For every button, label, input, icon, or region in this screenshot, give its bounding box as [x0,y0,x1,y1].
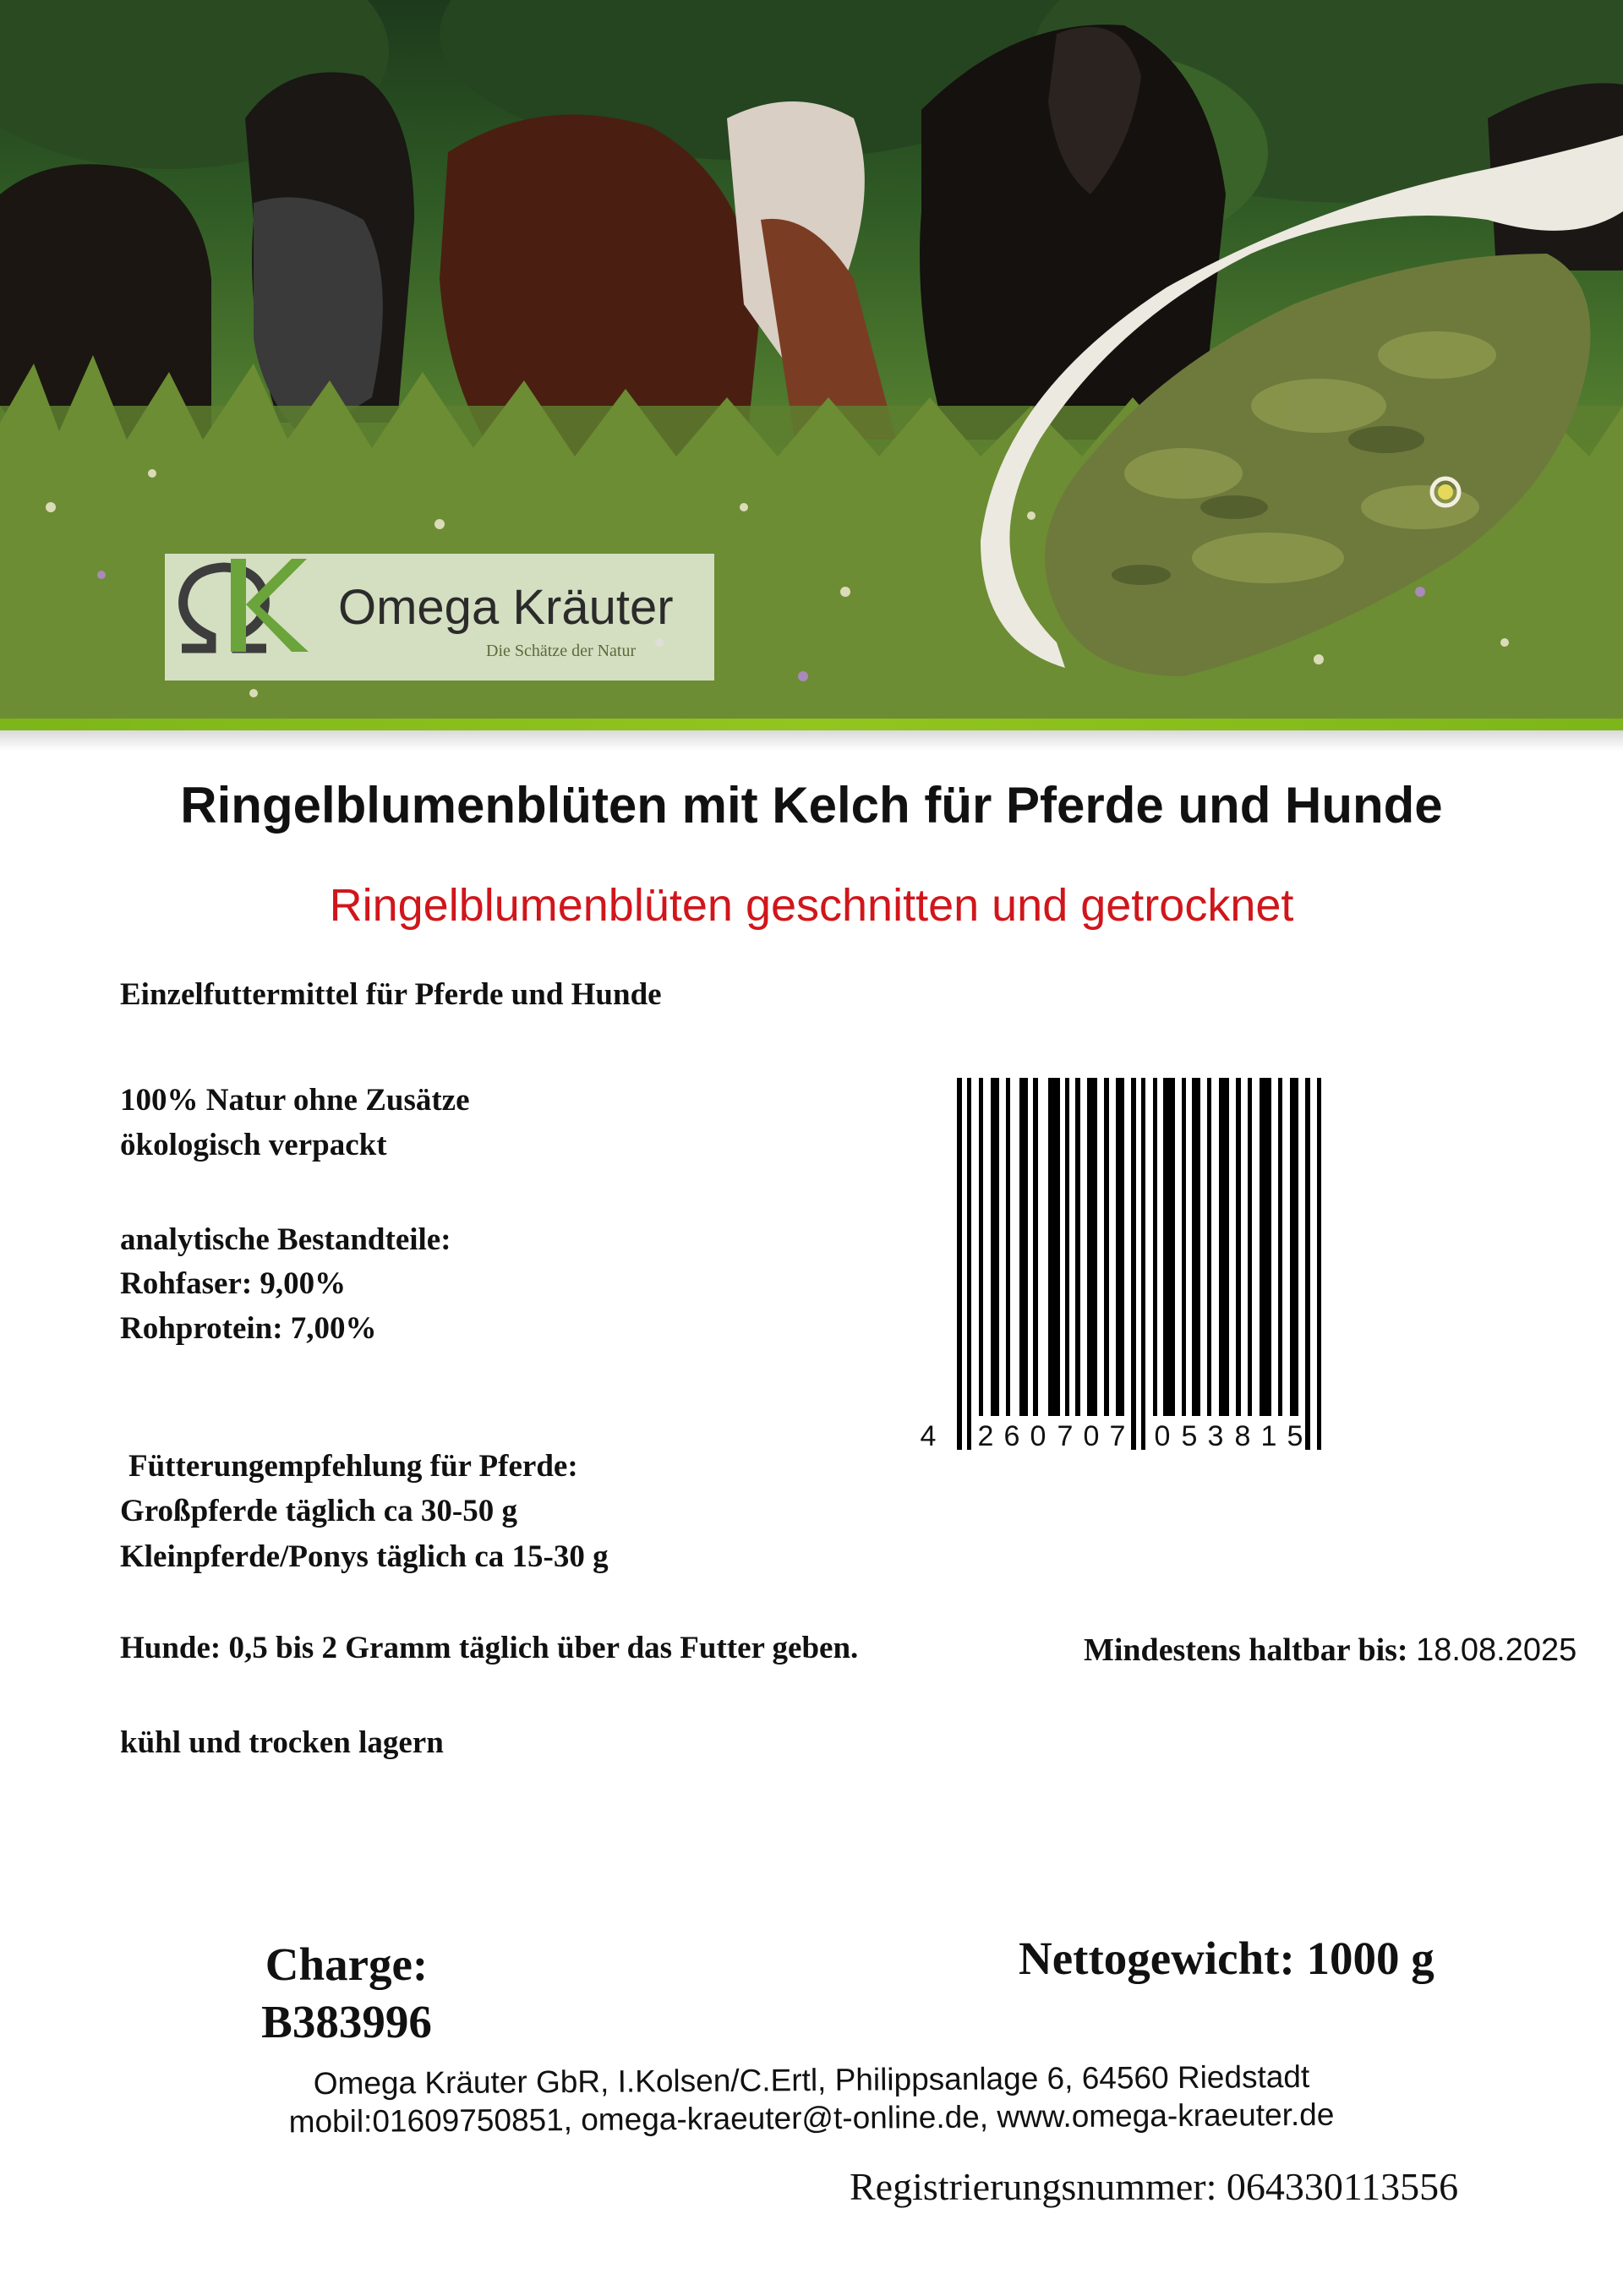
barcode-digit: 4 [920,1420,937,1452]
contact-address: Omega Kräuter GbR, I.Kolsen/C.Ertl, Philippsanlage 6, 64560 Riedstadt [313,2058,1310,2102]
barcode-digit: 7 [1109,1420,1126,1452]
brand-tagline: Die Schätze der Natur [486,642,637,660]
barcode-digit: 5 [1287,1420,1303,1452]
verpackt-line: ökologisch verpackt [120,1128,387,1162]
charge-value: B383996 [261,1996,432,2047]
charge-block [245,1936,448,2051]
kleinpferde-line: Kleinpferde/Ponys täglich ca 15-30 g [120,1539,609,1574]
brand-name: Omega Kräuter [338,580,674,635]
barcode-digit: 2 [977,1420,994,1452]
hunde-line: Hunde: 0,5 bis 2 Gramm täglich über das Futter geben. [120,1631,859,1665]
fuetterung-heading: Fütterungempfehlung für Pferde: [128,1449,578,1484]
omega-k-logo-icon [165,554,309,659]
barcode-digit: 0 [1083,1420,1100,1452]
registration-number: Registrierungsnummer: 064330113556 [850,2165,1459,2208]
best-before [1084,1632,1577,1669]
product-title: Ringelblumenblüten mit Kelch für Pferde und Hunde [180,777,1443,834]
barcode-digit: 0 [1030,1420,1046,1452]
product-subtitle: Ringelblumenblüten geschnitten und getrocknet [329,880,1294,931]
hero-image [0,0,1623,723]
analytik-heading: analytische Bestandteile: [120,1222,451,1257]
grosspferde-line: Großpferde täglich ca 30-50 g [120,1494,517,1528]
ean-barcode [913,1078,1395,1467]
barcode-digit: 1 [1260,1420,1277,1452]
barcode-digit: 3 [1207,1420,1224,1452]
natur-line: 100% Natur ohne Zusätze [120,1083,470,1118]
charge-label: Charge: [265,1938,429,1990]
feed-type: Einzelfuttermittel für Pferde und Hunde [120,977,662,1012]
barcode-digit: 5 [1181,1420,1198,1452]
rohfaser-line: Rohfaser: 9,00% [120,1266,347,1301]
best-before-date: 18.08.2025 [1416,1632,1577,1668]
lagerung-line: kühl und trocken lagern [120,1725,444,1760]
accent-divider [0,719,1623,730]
brand-logo [165,554,714,681]
net-weight: Nettogewicht: 1000 g [1019,1932,1434,1984]
shadow-divider [0,730,1623,751]
contact-details: mobil:01609750851, omega-kraeuter@t-online.de, www.omega-kraeuter.de [288,2096,1335,2140]
barcode-digit: 0 [1154,1420,1171,1452]
barcode-digit: 8 [1234,1420,1251,1452]
best-before-label: Mindestens haltbar bis: [1084,1632,1408,1668]
rohprotein-line: Rohprotein: 7,00% [120,1311,377,1346]
barcode-digit: 6 [1003,1420,1020,1452]
barcode-digit: 7 [1057,1420,1074,1452]
